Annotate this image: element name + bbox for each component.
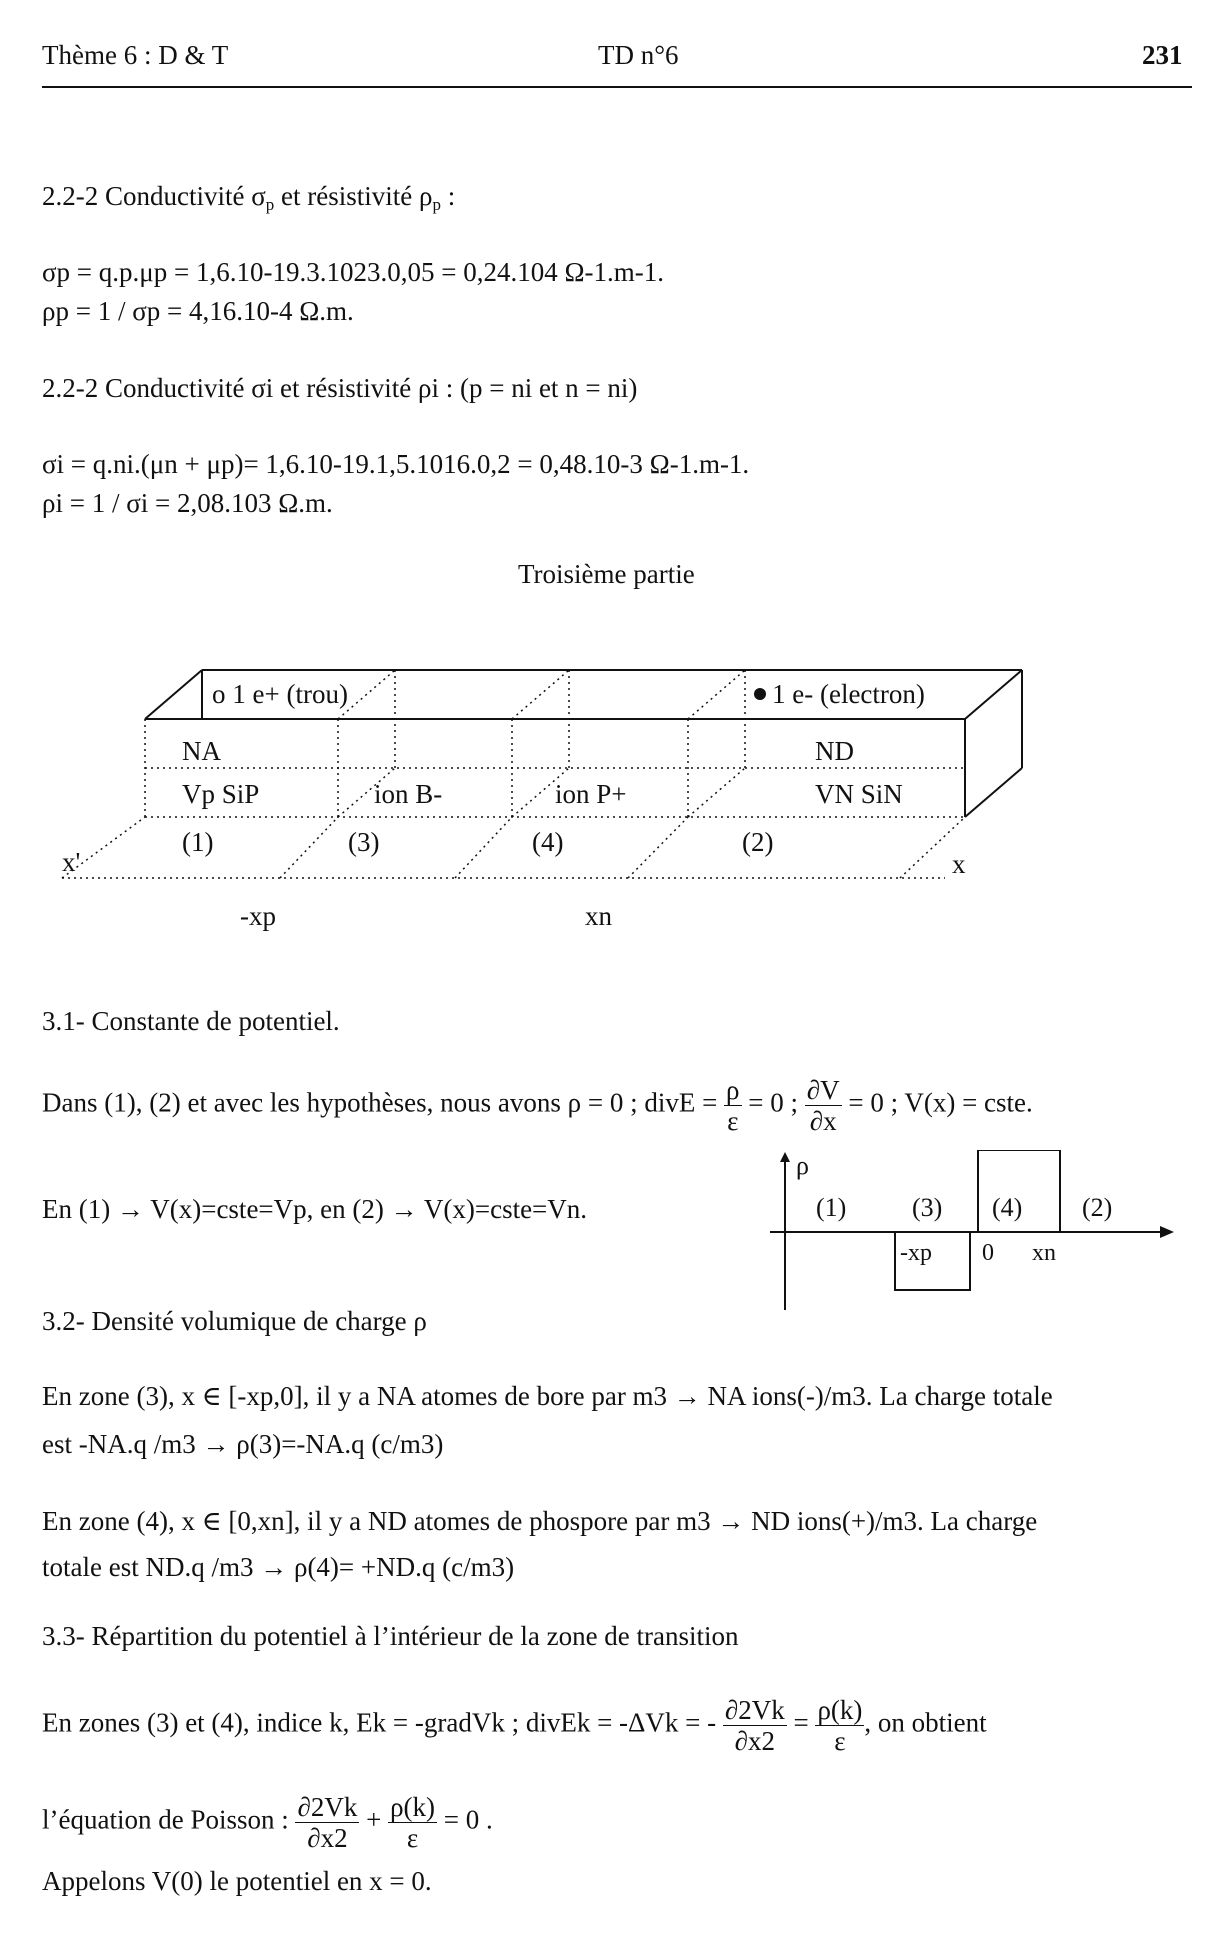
tick-minus-xp: -xp <box>900 1240 932 1266</box>
header-center: TD n°6 <box>598 40 679 70</box>
rho-axis-arrow <box>780 1152 790 1162</box>
section-3-3-title: 3.3- Répartition du potentiel à l’intérieur de la zone de transition <box>42 1621 739 1651</box>
rho-k-over-epsilon: $\frac{\rho(k)}{\varepsilon}$ <box>817 1695 863 1756</box>
section-2-2-i-title: 2.2-2 Conductivité σi et résistivité ρi : (p = ni et n = ni) <box>42 373 638 403</box>
page-number: 231 <box>1142 40 1183 70</box>
chart-zone2: (2) <box>1082 1193 1113 1222</box>
hole-label: o 1 e+ (trou) <box>212 679 348 709</box>
section-2-2-p-title: 2.2-2 Conductivité $\sigma_p$ et résistivité $\rho_p$ : <box>42 181 456 214</box>
part-title: Troisième partie <box>518 559 695 589</box>
header-left: Thème 6 : D & T <box>42 40 229 70</box>
chart-zone4: (4) <box>992 1193 1023 1222</box>
sigma-i-equation: σi = q.ni.(μn + μp)= 1,6.10-19.1,5.1016.0,2 = 0,48.10-3 Ω-1.m-1. <box>42 449 750 479</box>
minus-xp-label: -xp <box>240 901 276 931</box>
chart-zone1: (1) <box>816 1193 847 1222</box>
electron-dot <box>754 688 766 700</box>
section-3-2-title: 3.2- Densité volumique de charge ρ <box>42 1306 427 1336</box>
section-3-2-p1-line2: est -NA.q /m3 → ρ(3)=-NA.q (c/m3) <box>42 1429 444 1459</box>
rho-axis-label: ρ <box>796 1151 809 1180</box>
x-axis-arrow <box>1160 1226 1174 1238</box>
box-right-top-diagonal <box>965 670 1022 719</box>
poisson-laplacian-fraction: $\frac{\partial 2Vk}{\partial x2}$ <box>297 1792 358 1853</box>
section-3-2-p2-line2: totale est ND.q /m3 → ρ(4)= +ND.q (c/m3) <box>42 1552 515 1582</box>
ion-p-label: ion P+ <box>555 779 627 809</box>
tick-zero: 0 <box>982 1240 994 1266</box>
rho-p-equation: ρp = 1 / σp = 4,16.10-4 Ω.m. <box>42 296 354 326</box>
x-label: x <box>952 849 966 879</box>
laplacian-fraction: $\frac{\partial 2Vk}{\partial x2}$ <box>724 1695 785 1756</box>
chart-zone3: (3) <box>912 1193 943 1222</box>
section-3-1-line2: En (1) → V(x)=cste=Vp, en (2) → V(x)=cste=Vn. <box>42 1194 588 1224</box>
x-prime-label: x' <box>62 847 81 877</box>
pn-junction-diagram <box>0 650 1218 950</box>
box-right-bottom-diagonal <box>965 768 1022 817</box>
section-3-3-last-line: Appelons V(0) le potentiel en x = 0. <box>42 1866 432 1896</box>
sigma-p-equation: σp = q.p.μp = 1,6.10-19.3.1023.0,05 = 0,24.104 Ω-1.m-1. <box>42 257 665 287</box>
zone3-label: (3) <box>348 827 380 857</box>
dv-over-dx: $\frac{\partial V}{\partial x}$ <box>806 1075 840 1136</box>
section-3-3-line1: En zones (3) et (4), indice k, Ek = -gradVk ; divEk = -ΔVk = - $\frac{\partial 2Vk}{\partial x2}$ = $\frac{\rho(k)}{\varepsilon}$ , on obtient <box>42 1695 987 1756</box>
nd-label: ND <box>815 736 854 766</box>
xn-label: xn <box>585 901 612 931</box>
zone1-label: (1) <box>182 827 214 857</box>
section-3-2-p1-line1: En zone (3), x ∈ [-xp,0], il y a NA atomes de bore par m3 → NA ions(-)/m3. La charge totale <box>42 1381 1053 1411</box>
zone4-label: (4) <box>532 827 564 857</box>
vn-label: VN SiN <box>815 779 903 809</box>
ion-b-label: ion B- <box>374 779 443 809</box>
rho-i-equation: ρi = 1 / σi = 2,08.103 Ω.m. <box>42 488 333 518</box>
zone2-label: (2) <box>742 827 774 857</box>
poisson-equation-line: l’équation de Poisson : $\frac{\partial 2Vk}{\partial x2}$ + $\frac{\rho(k)}{\varepsilon}$ = 0 . <box>42 1792 493 1853</box>
charge-density-chart <box>760 1150 1180 1320</box>
section-3-1-title: 3.1- Constante de potentiel. <box>42 1006 340 1036</box>
section-3-2-p2-line1: En zone (4), x ∈ [0,xn], il y a ND atomes de phospore par m3 → ND ions(+)/m3. La charge <box>42 1506 1038 1536</box>
box-left-top-diagonal <box>145 670 202 719</box>
na-label: NA <box>182 736 221 766</box>
vp-label: Vp SiP <box>182 779 260 809</box>
tick-xn: xn <box>1032 1240 1056 1266</box>
section-3-1-line1: Dans (1), (2) et avec les hypothèses, nous avons ρ = 0 ; divE = $\frac{\rho}{\varepsilon}$ = 0 ; $\frac{\partial V}{\partial x}$ = 0 ; V(x) = cste. <box>42 1075 1033 1136</box>
poisson-rho-fraction: $\frac{\rho(k)}{\varepsilon}$ <box>390 1792 436 1853</box>
header-rule <box>42 86 1192 88</box>
rho-over-epsilon: $\frac{\rho}{\varepsilon}$ <box>726 1075 740 1136</box>
electron-label: 1 e- (electron) <box>772 679 925 709</box>
